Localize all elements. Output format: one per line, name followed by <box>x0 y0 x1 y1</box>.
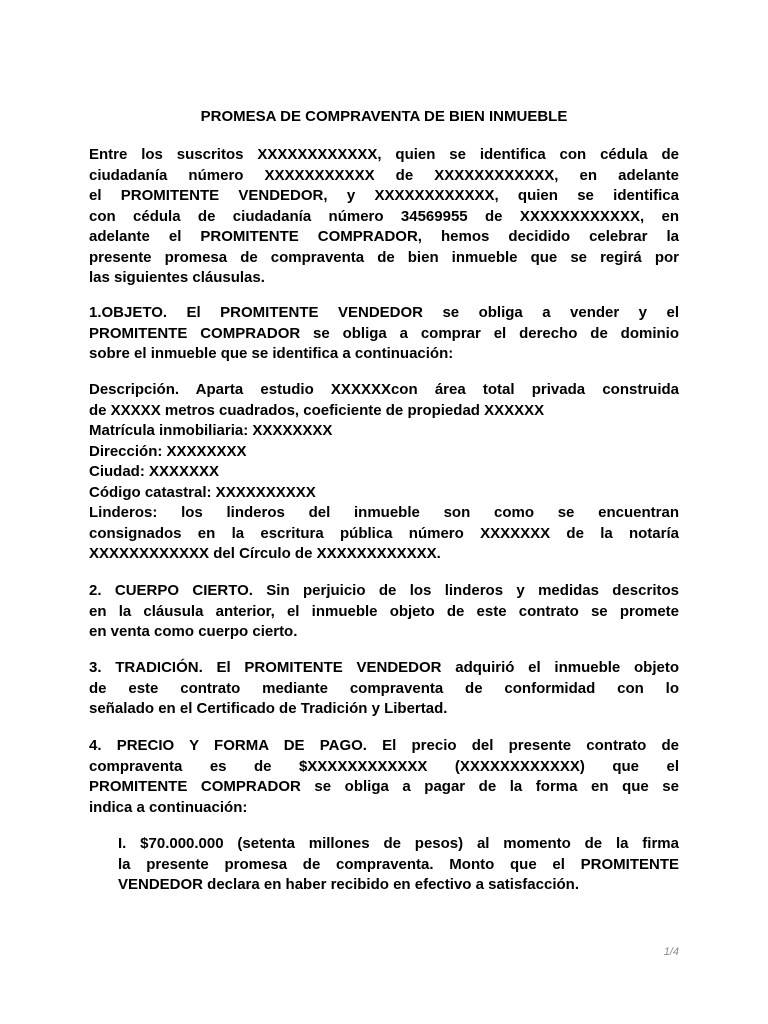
clause-line: 4. PRECIO Y FORMA DE PAGO. El precio del presente contrato de <box>89 737 679 754</box>
intro-line: con cédula de ciudadanía número 34569955 de XXXXXXXXXXXX, en <box>89 207 679 225</box>
property-boundaries-line: XXXXXXXXXXXX del Círculo de XXXXXXXXXXXX. <box>89 545 441 562</box>
property-address: Dirección: XXXXXXXX <box>89 442 247 460</box>
clause-line: 3. TRADICIÓN. El PROMITENTE VENDEDOR adquirió el inmueble objeto <box>89 659 679 676</box>
intro-line: adelante el PROMITENTE COMPRADOR, hemos decidido celebrar la <box>89 228 679 245</box>
intro-line: Entre los suscritos XXXXXXXXXXXX, quien se identifica con cédula de <box>89 146 679 163</box>
intro-line: presente promesa de compraventa de bien inmueble que se regirá por <box>89 248 679 266</box>
property-cadastral-code: Código catastral: XXXXXXXXXX <box>89 483 316 501</box>
property-boundaries-line: consignados en la escritura pública número XXXXXXX de la notaría <box>89 524 679 542</box>
clause-line: PROMITENTE COMPRADOR se obliga a comprar el derecho de dominio <box>89 324 679 342</box>
clause-line: 1.OBJETO. El PROMITENTE VENDEDOR se obliga a vender y el <box>89 304 679 321</box>
clause-line: 2. CUERPO CIERTO. Sin perjuicio de los linderos y medidas descritos <box>89 582 679 599</box>
clause-line: de este contrato mediante compraventa de conformidad con lo <box>89 679 679 697</box>
payment-line: VENDEDOR declara en haber recibido en efectivo a satisfacción. <box>118 876 579 893</box>
payment-item-i <box>118 834 679 896</box>
document-title: PROMESA DE COMPRAVENTA DE BIEN INMUEBLE <box>200 108 568 125</box>
clause-line: PROMITENTE COMPRADOR se obliga a pagar de la forma en que se <box>89 778 679 795</box>
clause-precio <box>89 736 679 818</box>
clause-line: compraventa es de $XXXXXXXXXXXX (XXXXXXXXXXXX) que el <box>89 757 679 775</box>
payment-line: I. $70.000.000 (setenta millones de pesos) al momento de la firma <box>118 835 679 852</box>
payment-line: la presente promesa de compraventa. Monto que el PROMITENTE <box>118 855 679 873</box>
clause-line: señalado en el Certificado de Tradición y Libertad. <box>89 700 448 717</box>
intro-paragraph <box>89 145 679 289</box>
clause-tradicion <box>89 658 679 720</box>
clause-cuerpo-cierto <box>89 581 679 643</box>
property-details <box>89 380 679 565</box>
clause-line: en venta como cuerpo cierto. <box>89 623 298 640</box>
property-city: Ciudad: XXXXXXX <box>89 463 220 480</box>
clause-objeto <box>89 303 679 365</box>
clause-line: sobre el inmueble que se identifica a continuación: <box>89 345 454 362</box>
clause-line: indica a continuación: <box>89 798 248 816</box>
intro-line: las siguientes cláusulas. <box>89 269 265 286</box>
property-description-line: Descripción. Aparta estudio XXXXXXcon área total privada construida <box>89 381 679 398</box>
property-registration: Matrícula inmobiliaria: XXXXXXXX <box>89 422 333 439</box>
property-boundaries-line: Linderos: los linderos del inmueble son como se encuentran <box>89 504 679 521</box>
clause-line: en la cláusula anterior, el inmueble objeto de este contrato se promete <box>89 602 679 620</box>
intro-line: ciudadanía número XXXXXXXXXXX de XXXXXXXXXXXX, en adelante <box>89 166 679 184</box>
property-description-line: de XXXXX metros cuadrados, coeficiente de propiedad XXXXXX <box>89 401 545 419</box>
page-number: 1/4 <box>663 946 679 958</box>
intro-line: el PROMITENTE VENDEDOR, y XXXXXXXXXXXX, quien se identifica <box>89 187 679 204</box>
